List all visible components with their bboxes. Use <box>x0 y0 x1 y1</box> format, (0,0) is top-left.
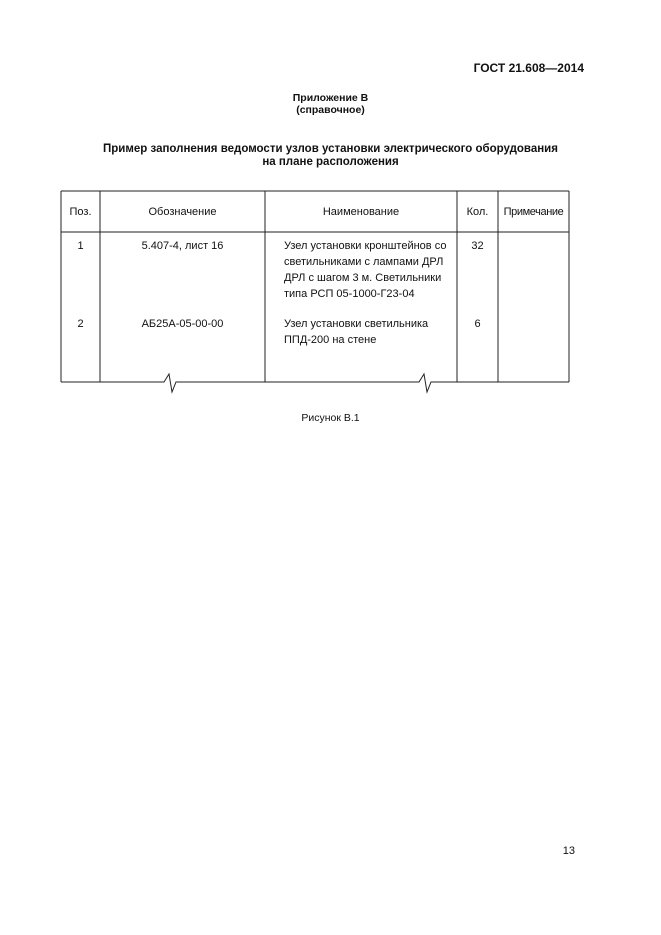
row-1-name-line: светильниками с лампами ДРЛ <box>284 256 444 268</box>
column-header-designation: Обозначение <box>148 206 217 218</box>
row-2-qty: 6 <box>474 318 481 330</box>
appendix-type: (справочное) <box>296 104 365 116</box>
column-header-qty: Кол. <box>466 206 489 218</box>
table-caption-line-1: Пример заполнения ведомости узлов установки электрического оборудования <box>103 143 558 155</box>
column-header-note: Примечание <box>503 206 564 218</box>
row-1-name-line: типа РСП 05-1000-Г23-04 <box>284 288 415 300</box>
row-1-name-line: Узел установки кронштейнов со <box>284 240 447 252</box>
row-1-qty: 32 <box>471 240 484 252</box>
appendix-title: Приложение В <box>292 92 369 104</box>
row-1-designation: 5.407-4, лист 16 <box>141 240 224 252</box>
break-line <box>61 374 569 392</box>
table-caption-line-2: на плане расположения <box>262 156 399 168</box>
row-2-name-line: ППД-200 на стене <box>284 334 377 346</box>
row-2-designation: АБ25А-05-00-00 <box>141 318 224 330</box>
document-code: ГОСТ 21.608—2014 <box>473 61 584 75</box>
column-header-pos: Поз. <box>69 206 92 218</box>
column-header-name: Наименование <box>322 206 400 218</box>
row-2-name-line: Узел установки светильника <box>284 318 429 330</box>
row-2-pos: 2 <box>77 318 84 330</box>
page-number: 13 <box>562 845 575 857</box>
row-1-name-line: ДРЛ с шагом 3 м. Светильники <box>284 272 442 284</box>
row-1-pos: 1 <box>77 240 84 252</box>
figure-label: Рисунок В.1 <box>301 412 360 424</box>
